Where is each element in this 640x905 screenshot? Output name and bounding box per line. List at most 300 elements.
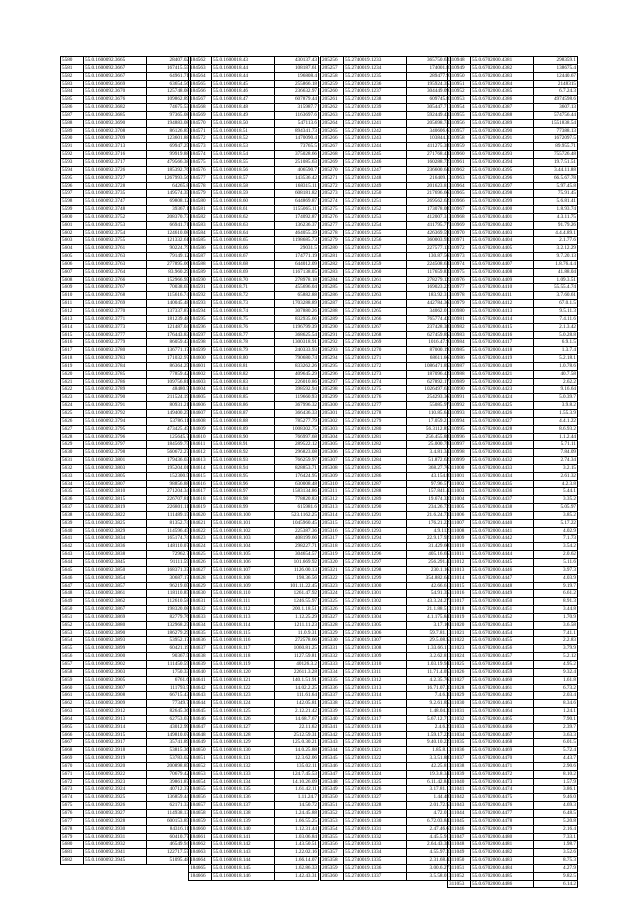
table-row <box>321 833 451 841</box>
table-row <box>448 755 578 763</box>
table-row <box>448 57 578 65</box>
row-number-cell: 5600 <box>61 213 84 221</box>
amount-cell: 77349.7 <box>147 700 191 708</box>
row-number-cell: 5628 <box>61 433 84 441</box>
row-number-cell: 310969 <box>448 221 471 229</box>
amount-cell: 51.872.62 <box>407 457 451 465</box>
account-code-cell: 55.2740019.1252 <box>344 206 407 214</box>
account-code-cell: 55.0.6702000.4383 <box>471 72 534 80</box>
row-number-cell: 184607 <box>189 409 212 417</box>
table-row <box>189 394 319 402</box>
account-code-cell: 55.2740019.1246 <box>344 158 407 166</box>
amount-cell: 91111.59 <box>147 559 191 567</box>
account-code-cell: 55.0.1600092.3763 <box>84 253 147 261</box>
account-code-cell: 55.2740019.1302 <box>344 598 407 606</box>
account-code-cell: 55.0.6702000.4448 <box>471 582 534 590</box>
row-number-cell: 184662 <box>189 841 212 849</box>
account-code-cell: 55.0.6702000.4477 <box>471 810 534 818</box>
table-row <box>61 409 191 417</box>
account-code-cell: 55.0.1600018.82 <box>212 370 275 378</box>
account-code-cell: 55.0.1600092.3803 <box>84 464 147 472</box>
amount-cell: 66.5.67.78 <box>534 174 578 182</box>
account-code-cell: 55.0.1600018.95 <box>212 472 275 480</box>
table-row <box>61 708 191 716</box>
amount-cell: 205698.74 <box>407 119 451 127</box>
row-number-cell: 5589 <box>61 127 84 135</box>
amount-cell: 298227.71 <box>275 543 319 551</box>
row-number-cell: 184656 <box>189 794 212 802</box>
account-code-cell: 55.0.1600092.3815 <box>84 496 147 504</box>
row-number-cell: 5651 <box>61 613 84 621</box>
table-row <box>189 362 319 370</box>
account-code-cell: 55.2740019.1262 <box>344 284 407 292</box>
account-code-cell: 55.0.6702000.4420 <box>471 362 534 370</box>
table-row <box>448 629 578 637</box>
account-code-cell: 55.2740019.1256 <box>344 237 407 245</box>
account-code-cell: 55.0.1600092.3909 <box>84 700 147 708</box>
account-code-cell: 55.0.1600092.3669 <box>84 80 147 88</box>
amount-cell: 21.1.88.51 <box>407 606 451 614</box>
table-row <box>321 394 451 402</box>
amount-cell: 365750.63 <box>407 57 451 65</box>
table-row <box>61 700 191 708</box>
table-row <box>321 551 451 559</box>
amount-cell: 114938.13 <box>147 810 191 818</box>
table-row <box>189 864 319 872</box>
table-row <box>321 206 451 214</box>
account-code-cell: 55.2740019.1316 <box>344 708 407 716</box>
amount-cell: 315987.7 <box>275 104 319 112</box>
amount-cell: 9.7.20.13 <box>534 253 578 261</box>
table-row <box>448 857 578 865</box>
row-number-cell: 184602 <box>189 370 212 378</box>
amount-cell: 592449.43 <box>407 111 451 119</box>
amount-cell: 9.16.64 <box>534 386 578 394</box>
table-row <box>61 72 191 80</box>
table-row <box>448 606 578 614</box>
amount-cell: 6.9.1.5 <box>534 339 578 347</box>
amount-cell: 240333.93 <box>275 347 319 355</box>
account-code-cell: 55.0.1600092.3667 <box>84 72 147 80</box>
table-row <box>61 802 191 810</box>
account-code-cell: 55.0.1600018.88 <box>212 417 275 425</box>
row-number-cell: 205331 <box>321 645 344 653</box>
row-number-cell: 205271 <box>321 174 344 182</box>
table-row <box>321 104 451 112</box>
row-number-cell: 184641 <box>189 676 212 684</box>
row-number-cell: 310987 <box>448 362 471 370</box>
table-row <box>448 206 578 214</box>
amount-cell: 455696.04 <box>275 284 319 292</box>
table-row <box>61 245 191 253</box>
table-row <box>189 425 319 433</box>
row-number-cell: 184595 <box>189 315 212 323</box>
row-number-cell: 205347 <box>321 770 344 778</box>
table-row <box>61 370 191 378</box>
row-number-cell: 184608 <box>189 417 212 425</box>
row-number-cell: 184579 <box>189 190 212 198</box>
row-number-cell: 310961 <box>448 158 471 166</box>
table-row <box>61 276 191 284</box>
row-number-cell: 5617 <box>61 347 84 355</box>
table-row <box>448 488 578 496</box>
table-row <box>321 535 451 543</box>
row-number-cell: 184616 <box>189 480 212 488</box>
amount-cell: 473425.45 <box>147 425 191 433</box>
account-code-cell: 55.0.6702000.4446 <box>471 566 534 574</box>
row-number-cell: 205296 <box>321 370 344 378</box>
account-code-cell: 55.0.1600092.3665 <box>84 57 147 65</box>
row-number-cell: 5613 <box>61 315 84 323</box>
table-row <box>448 245 578 253</box>
amount-cell: 111450.59 <box>147 660 191 668</box>
row-number-cell: 5623 <box>61 394 84 402</box>
amount-cell: 22611.3.28 <box>275 668 319 676</box>
account-code-cell: 55.0.1600018.113 <box>212 613 275 621</box>
table-row <box>321 433 451 441</box>
amount-cell: 97.96.57 <box>407 480 451 488</box>
row-number-cell: 205356 <box>321 841 344 849</box>
account-code-cell: 55.0.1600018.96 <box>212 480 275 488</box>
account-code-cell: 55.0.6702000.4423 <box>471 386 534 394</box>
row-number-cell: 205358 <box>321 857 344 865</box>
table-row <box>189 606 319 614</box>
row-number-cell: 184637 <box>189 645 212 653</box>
account-code-cell: 55.0.1600018.98 <box>212 496 275 504</box>
table-row <box>321 127 451 135</box>
row-number-cell: 184636 <box>189 637 212 645</box>
row-number-cell: 5620 <box>61 370 84 378</box>
amount-cell: 5.72.4 <box>534 747 578 755</box>
amount-cell: 91.79.26 <box>534 221 578 229</box>
amount-cell: 217696.66 <box>407 190 451 198</box>
account-code-cell: 55.2740019.1318 <box>344 723 407 731</box>
amount-cell: 2.4.6.2 <box>407 723 451 731</box>
amount-cell: 54.91.35 <box>407 590 451 598</box>
table-row <box>189 708 319 716</box>
amount-cell: 2.47.46.6 <box>407 825 451 833</box>
account-code-cell: 55.2740019.1283 <box>344 449 407 457</box>
row-number-cell: 184619 <box>189 504 212 512</box>
row-number-cell: 205319 <box>321 551 344 559</box>
amount-cell: 226707.81 <box>147 496 191 504</box>
account-code-cell: 55.2740019.1331 <box>344 825 407 833</box>
row-number-cell: 5626 <box>61 417 84 425</box>
amount-cell: 86126.85 <box>147 127 191 135</box>
table-row <box>321 504 451 512</box>
account-code-cell: 55.0.1600018.56 <box>212 166 275 174</box>
table-row <box>61 362 191 370</box>
amount-cell: 109862.89 <box>147 96 191 104</box>
amount-cell: 97365.08 <box>147 111 191 119</box>
row-number-cell: 184594 <box>189 308 212 316</box>
account-code-cell: 55.0.1600018.48 <box>212 104 275 112</box>
amount-cell: 124610.08 <box>147 229 191 237</box>
amount-cell: 254293.36 <box>407 394 451 402</box>
table-row <box>448 308 578 316</box>
table-row <box>61 621 191 629</box>
row-number-cell: 205305 <box>321 441 344 449</box>
row-number-cell: 5618 <box>61 355 84 363</box>
amount-cell: 766997.68 <box>275 433 319 441</box>
account-code-cell: 55.0.1600092.3902 <box>84 660 147 668</box>
table-row <box>448 810 578 818</box>
amount-cell: 109756.81 <box>147 378 191 386</box>
account-code-cell: 55.2740019.1277 <box>344 402 407 410</box>
table-row <box>448 96 578 104</box>
table-row <box>61 213 191 221</box>
account-code-cell: 55.0.6702000.4432 <box>471 457 534 465</box>
table-row <box>189 464 319 472</box>
account-code-cell: 55.0.1600018.84 <box>212 386 275 394</box>
amount-cell: 157.841.4 <box>407 488 451 496</box>
amount-cell: 30687.17 <box>147 574 191 582</box>
table-row <box>189 245 319 253</box>
amount-cell: 3.00.6.27 <box>407 864 451 872</box>
table-row <box>61 606 191 614</box>
table-row <box>448 708 578 716</box>
table-row <box>448 174 578 182</box>
row-number-cell: 205357 <box>321 849 344 857</box>
table-row <box>61 190 191 198</box>
amount-cell: 70679.42 <box>147 770 191 778</box>
table-row <box>448 402 578 410</box>
row-number-cell: 311041 <box>448 786 471 794</box>
row-number-cell: 311031 <box>448 708 471 716</box>
account-code-cell: 55.0.1600018.128 <box>212 731 275 739</box>
amount-cell: 1196799.39 <box>275 323 319 331</box>
amount-cell: 1750.33 <box>147 668 191 676</box>
row-number-cell: 205259 <box>321 80 344 88</box>
amount-cell: 251085.63 <box>275 158 319 166</box>
account-code-cell: 55.0.1600018.110 <box>212 590 275 598</box>
table-row <box>321 621 451 629</box>
amount-cell: 608181.82 <box>275 190 319 198</box>
table-row <box>448 111 578 119</box>
amount-cell: 12440.67 <box>534 72 578 80</box>
row-number-cell: 184609 <box>189 425 212 433</box>
table-row <box>448 786 578 794</box>
amount-cell: 4.2.35.76 <box>407 676 451 684</box>
amount-cell: 1.66.55.25 <box>275 817 319 825</box>
row-number-cell: 5608 <box>61 276 84 284</box>
row-number-cell: 205344 <box>321 747 344 755</box>
row-number-cell: 310996 <box>448 433 471 441</box>
table-row <box>321 496 451 504</box>
account-code-cell: 55.0.1600018.63 <box>212 221 275 229</box>
account-code-cell: 55.0.6702000.4479 <box>471 825 534 833</box>
amount-cell: 53783.02 <box>147 755 191 763</box>
amount-cell: 1246.55.97 <box>275 598 319 606</box>
row-number-cell: 205311 <box>321 488 344 496</box>
account-code-cell: 55.0.1600018.55 <box>212 158 275 166</box>
row-number-cell: 184654 <box>189 778 212 786</box>
row-number-cell: 311020 <box>448 621 471 629</box>
table-row <box>61 810 191 818</box>
table-row <box>448 660 578 668</box>
account-code-cell: 55.0.1600092.3716 <box>84 151 147 159</box>
row-number-cell: 205265 <box>321 127 344 135</box>
table-row <box>321 464 451 472</box>
amount-cell: 832935.66 <box>275 315 319 323</box>
table-row <box>189 174 319 182</box>
account-code-cell: 55.0.6702000.4421 <box>471 370 534 378</box>
account-code-cell: 55.2740019.1286 <box>344 472 407 480</box>
account-code-cell: 55.0.1600092.3945 <box>84 857 147 865</box>
account-code-cell: 55.0.6702000.4412 <box>471 300 534 308</box>
table-row <box>61 660 191 668</box>
account-code-cell: 55.2740019.1293 <box>344 527 407 535</box>
row-number-cell: 5675 <box>61 802 84 810</box>
row-number-cell: 310956 <box>448 119 471 127</box>
table-row <box>321 480 451 488</box>
row-number-cell: 184617 <box>189 488 212 496</box>
amount-cell: 3.35.2 <box>534 496 578 504</box>
account-code-cell: 55.0.1600092.3767 <box>84 284 147 292</box>
amount-cell: 375028.66 <box>275 151 319 159</box>
amount-cell: 68611.66 <box>407 355 451 363</box>
table-row <box>189 457 319 465</box>
amount-cell: 1060.81.25 <box>275 645 319 653</box>
account-code-cell: 55.0.6702000.4438 <box>471 504 534 512</box>
amount-cell: 256.291.4 <box>407 559 451 567</box>
row-number-cell: 205360 <box>321 872 344 880</box>
table-row <box>61 433 191 441</box>
account-code-cell: 55.0.1600092.3854 <box>84 574 147 582</box>
account-code-cell: 55.0.1600092.3869 <box>84 613 147 621</box>
amount-cell: 183.92.31 <box>407 292 451 300</box>
table-row <box>61 723 191 731</box>
data-table-column-4 <box>447 56 578 888</box>
table-row <box>321 472 451 480</box>
amount-cell: 135.02.11 <box>275 762 319 770</box>
row-number-cell: 184573 <box>189 143 212 151</box>
table-row <box>189 449 319 457</box>
table-row <box>321 849 451 857</box>
table-row <box>189 739 319 747</box>
account-code-cell: 55.2740019.1337 <box>344 872 407 880</box>
table-row <box>321 245 451 253</box>
account-code-cell: 55.0.6702000.4452 <box>471 613 534 621</box>
account-code-cell: 55.0.1600092.3708 <box>84 127 147 135</box>
row-number-cell: 184593 <box>189 300 212 308</box>
row-number-cell: 184597 <box>189 331 212 339</box>
table-row <box>448 543 578 551</box>
row-number-cell: 205329 <box>321 629 344 637</box>
amount-cell: 298359.1 <box>534 57 578 65</box>
row-number-cell: 310975 <box>448 268 471 276</box>
table-row <box>61 511 191 519</box>
row-number-cell: 205281 <box>321 253 344 261</box>
table-row <box>321 80 451 88</box>
amount-cell: 90224.79 <box>147 245 191 253</box>
row-number-cell: 310963 <box>448 174 471 182</box>
table-row <box>61 104 191 112</box>
account-code-cell: 55.2740019.1290 <box>344 504 407 512</box>
table-row <box>321 425 451 433</box>
account-code-cell: 55.0.1600092.3796 <box>84 433 147 441</box>
table-row <box>321 449 451 457</box>
account-code-cell: 55.0.6702000.4439 <box>471 511 534 519</box>
table-row <box>448 676 578 684</box>
table-row <box>61 692 191 700</box>
account-code-cell: 55.0.6702000.4404 <box>471 237 534 245</box>
table-row <box>61 268 191 276</box>
account-code-cell: 55.0.1600092.3829 <box>84 527 147 535</box>
amount-cell: 79149.12 <box>147 253 191 261</box>
table-row <box>189 417 319 425</box>
row-number-cell: 205278 <box>321 229 344 237</box>
amount-cell: 87000.19 <box>407 347 451 355</box>
row-number-cell: 205343 <box>321 739 344 747</box>
account-code-cell: 55.0.6702000.4397 <box>471 182 534 190</box>
table-row <box>189 660 319 668</box>
account-code-cell: 55.0.6702000.4410 <box>471 284 534 292</box>
account-code-cell: 55.0.1600092.3825 <box>84 519 147 527</box>
row-number-cell: 311008 <box>448 527 471 535</box>
account-code-cell: 55.0.1600092.3717 <box>84 158 147 166</box>
row-number-cell: 184598 <box>189 339 212 347</box>
table-row <box>448 213 578 221</box>
table-row <box>189 857 319 865</box>
row-number-cell: 311051 <box>448 864 471 872</box>
row-number-cell: 184663 <box>189 849 212 857</box>
amount-cell: 226010.86 <box>275 378 319 386</box>
amount-cell: 644869.87 <box>275 198 319 206</box>
account-code-cell: 55.0.1600092.3810 <box>84 488 147 496</box>
account-code-cell: 55.2740019.1299 <box>344 574 407 582</box>
amount-cell: 560672.27 <box>147 449 191 457</box>
table-row <box>61 653 191 661</box>
amount-cell: 53815.36 <box>147 747 191 755</box>
row-number-cell: 311014 <box>448 574 471 582</box>
row-number-cell: 311022 <box>448 637 471 645</box>
table-row <box>448 300 578 308</box>
row-number-cell: 311003 <box>448 488 471 496</box>
table-row <box>61 331 191 339</box>
amount-cell: 1.03.06.84 <box>275 833 319 841</box>
account-code-cell: 55.0.6702000.4391 <box>471 135 534 143</box>
row-number-cell: 205354 <box>321 825 344 833</box>
account-code-cell: 55.0.6702000.4442 <box>471 535 534 543</box>
table-row <box>189 370 319 378</box>
amount-cell: 14.10.26.09 <box>275 778 319 786</box>
table-row <box>448 457 578 465</box>
table-row <box>189 841 319 849</box>
amount-cell: 1.12.25.29 <box>275 613 319 621</box>
account-code-cell: 55.0.1600092.3915 <box>84 731 147 739</box>
account-code-cell: 55.0.1600092.3862 <box>84 598 147 606</box>
amount-cell: 110.85.64 <box>407 409 451 417</box>
account-code-cell: 55.2740019.1264 <box>344 300 407 308</box>
row-number-cell: 205285 <box>321 284 344 292</box>
account-code-cell: 55.0.1600092.3798 <box>84 449 147 457</box>
row-number-cell: 184563 <box>189 64 212 72</box>
table-row <box>189 355 319 363</box>
account-code-cell: 55.0.1600018.103 <box>212 535 275 543</box>
table-row <box>321 323 451 331</box>
account-code-cell: 55.0.1600092.3845 <box>84 559 147 567</box>
amount-cell: 3607.13 <box>534 104 578 112</box>
account-code-cell: 55.0.6702000.4449 <box>471 590 534 598</box>
table-row <box>61 676 191 684</box>
table-row <box>61 574 191 582</box>
account-code-cell: 55.2740019.1305 <box>344 621 407 629</box>
row-number-cell: 205350 <box>321 794 344 802</box>
row-number-cell: 184589 <box>189 268 212 276</box>
table-row <box>321 590 451 598</box>
account-code-cell: 55.0.6702000.4474 <box>471 786 534 794</box>
